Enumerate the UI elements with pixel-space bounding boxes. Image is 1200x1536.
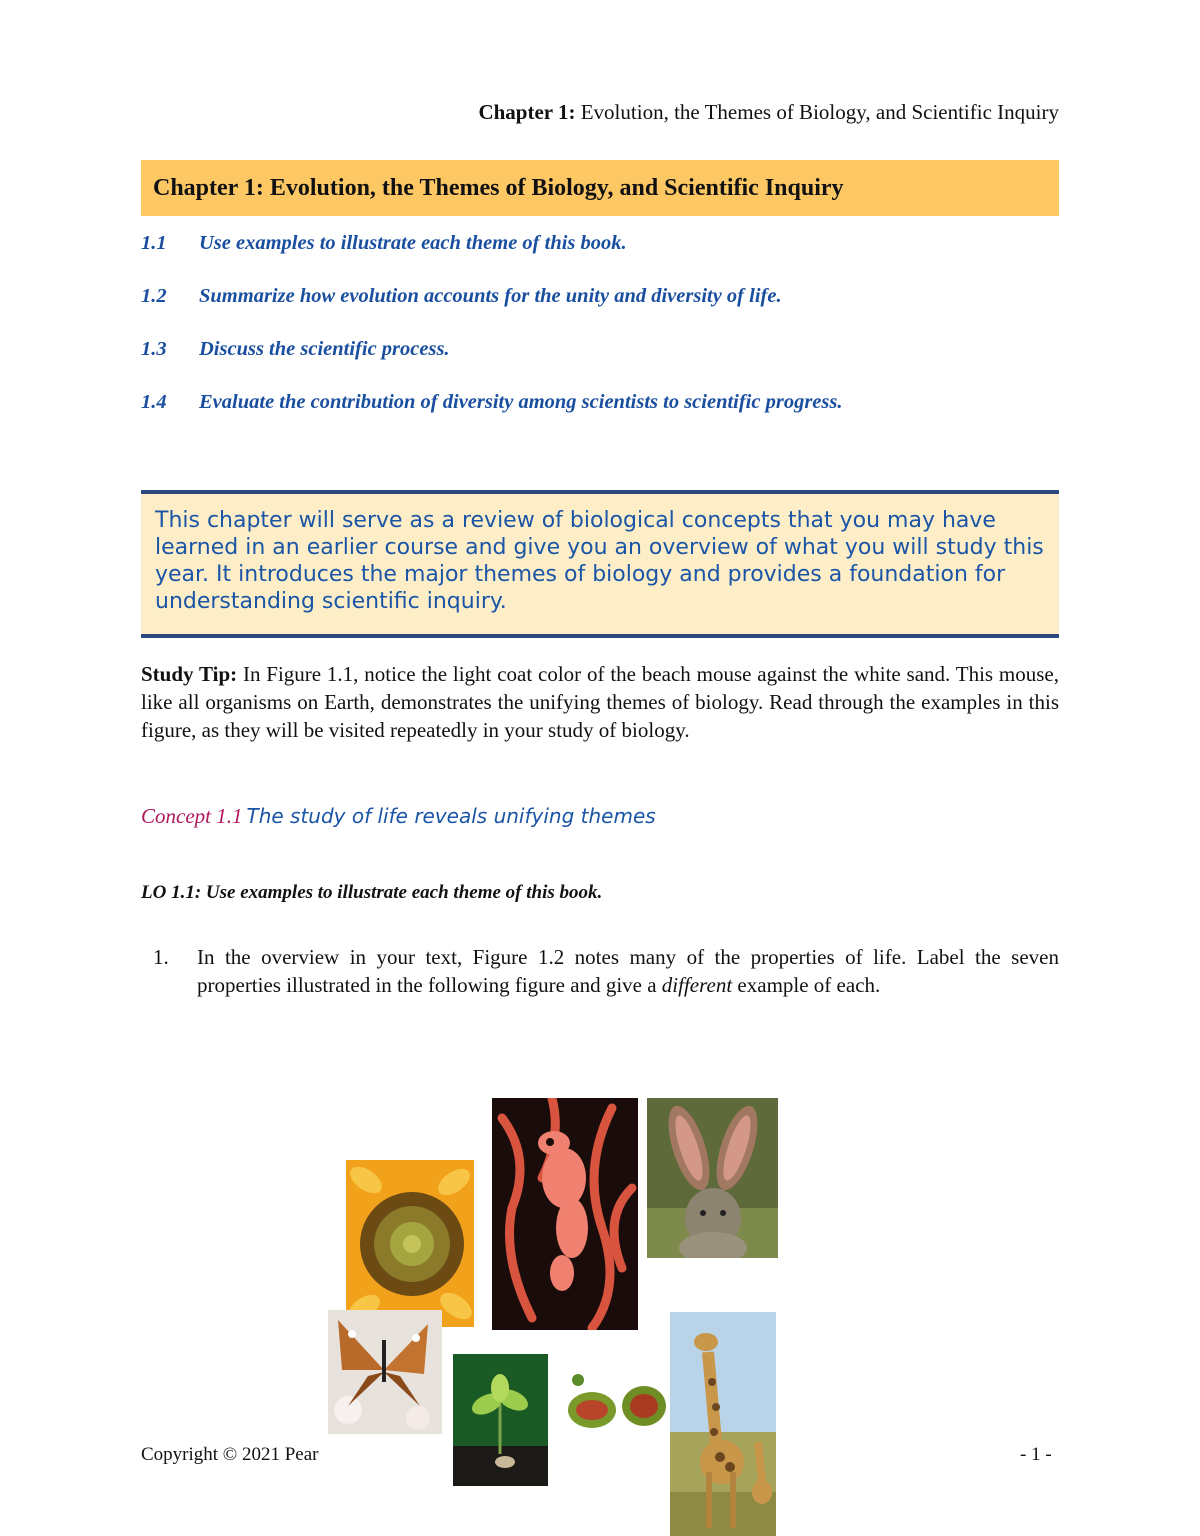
question-text-end: example of each. [732, 973, 881, 997]
giraffe-photo [670, 1312, 776, 1536]
study-tip-paragraph [141, 660, 1059, 744]
objective-number: 1.2 [141, 285, 167, 307]
objective-number: 1.4 [141, 391, 167, 413]
concept-label: Concept 1.1 [141, 804, 243, 828]
seedling-photo [453, 1354, 548, 1486]
footer-page-number: - 1 - [1020, 1444, 1052, 1465]
objective-item [141, 285, 1059, 338]
question-item [141, 943, 1059, 999]
objective-item [141, 232, 1059, 285]
seahorse-photo [492, 1098, 638, 1330]
learning-objective-heading: LO 1.1: Use examples to illustrate each theme of this book. [141, 882, 603, 903]
question-text-start: In the overview in your text, Figure 1.2 notes many of the properties of life. Label the seven properties illustrated in the following figure and give a [197, 945, 1059, 997]
study-tip-text: In Figure 1.1, notice the light coat color of the beach mouse against the white sand. This mouse, like all organisms on Earth, demonstrates the unifying themes of biology. Read through the examples in this figure, as they will be visited repeatedly in your study of biology. [141, 662, 1059, 742]
running-header-prefix: Chapter 1: [478, 100, 576, 124]
objective-text: Summarize how evolution accounts for the unity and diversity of life. [199, 285, 782, 307]
study-tip-label: Study Tip: [141, 662, 238, 686]
objective-item [141, 391, 1059, 444]
question-number: 1. [153, 945, 169, 969]
footer-copyright: Copyright © 2021 Pear [141, 1444, 319, 1465]
question-text [197, 943, 1059, 999]
chapter-title-banner [141, 160, 1059, 216]
venus-flytrap-photo [564, 1370, 670, 1432]
sunflower-photo [346, 1160, 474, 1327]
chapter-title: Chapter 1: Evolution, the Themes of Biology, and Scientific Inquiry [153, 174, 844, 201]
jackrabbit-photo [647, 1098, 778, 1258]
objective-item [141, 338, 1059, 391]
objective-text: Evaluate the contribution of diversity among scientists to scientific progress. [199, 391, 843, 413]
question-emphasis: different [661, 973, 733, 997]
objective-number: 1.3 [141, 338, 167, 360]
objective-text: Use examples to illustrate each theme of this book. [199, 232, 627, 254]
objective-number: 1.1 [141, 232, 167, 254]
objective-text: Discuss the scientific process. [199, 338, 450, 360]
concept-heading [141, 804, 656, 829]
running-header [478, 100, 1059, 125]
callout-text: This chapter will serve as a review of biological concepts that you may have learned in an earlier course and give you an overview of what you will study this year. It introduces the major themes of biology and provides a foundation for understanding scientific inquiry. [155, 508, 1044, 614]
concept-title: The study of life reveals unifying themes [246, 804, 656, 828]
learning-objectives-list [141, 232, 1059, 444]
running-header-title: Evolution, the Themes of Biology, and Scientific Inquiry [575, 100, 1059, 124]
chapter-overview-callout [141, 490, 1059, 638]
butterfly-photo [328, 1310, 442, 1434]
